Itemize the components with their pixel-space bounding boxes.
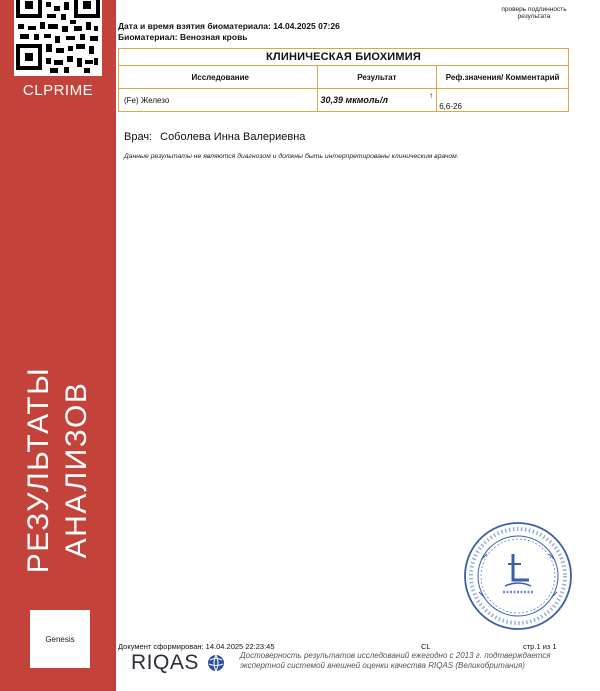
generated-date: Документ сформирован: 14.04.2025 22:23:45 (118, 642, 275, 651)
header-result: Результат (317, 66, 437, 89)
sidebar-title (0, 360, 116, 580)
table-title-row (119, 49, 569, 66)
sidebar-title-line2: АНАЛИЗОВ (60, 381, 93, 559)
header-reference: Реф.значения/ Комментарий (437, 66, 569, 89)
riqas-note: Достоверность результатов исследований ежегодно с 2013 г. подтверждается экспертной системой внешней оценки качества RIQAS (Великобритания) (240, 651, 551, 670)
doctor-name: Соболева Инна Валериевна (160, 131, 306, 143)
sidebar-title-line1: РЕЗУЛЬТАТЫ (22, 366, 55, 574)
result-value: 30,39 мкмоль/л (320, 95, 388, 105)
doctor-label: Врач: (124, 131, 153, 143)
footer-code: CL (421, 642, 431, 651)
stamp-icon (461, 520, 575, 632)
test-reference: 6,6-26 (437, 89, 569, 112)
disclaimer: Данные результаты не являются диагнозом и должны быть интерпретированы клиническим врачом. (124, 153, 459, 160)
results-table (118, 48, 569, 112)
table-title: КЛИНИЧЕСКАЯ БИОХИМИЯ (119, 49, 569, 66)
genesis-logo: Genesis (30, 610, 90, 668)
sidebar (0, 0, 116, 691)
header-test: Исследование (119, 66, 318, 89)
globe-icon (206, 654, 226, 672)
page-number: стр.1 из 1 (523, 642, 557, 651)
test-name: (Fe) Железо (119, 89, 318, 112)
doctor (124, 131, 305, 143)
verify-caption: проверь подлинность результата (501, 6, 567, 20)
sample-date: Дата и время взятия биоматериала: 14.04.2025 07:26 (118, 21, 340, 31)
qr-code-icon (14, 0, 102, 76)
arrow-up-icon: ↑ (429, 91, 434, 100)
table-row (119, 89, 569, 112)
riqas-logo: RIQAS (131, 651, 199, 674)
test-result (317, 89, 437, 112)
table-header-row (119, 66, 569, 89)
brand-logo: CLPRIME (22, 82, 94, 99)
biomaterial: Биоматериал: Венозная кровь (118, 32, 248, 42)
